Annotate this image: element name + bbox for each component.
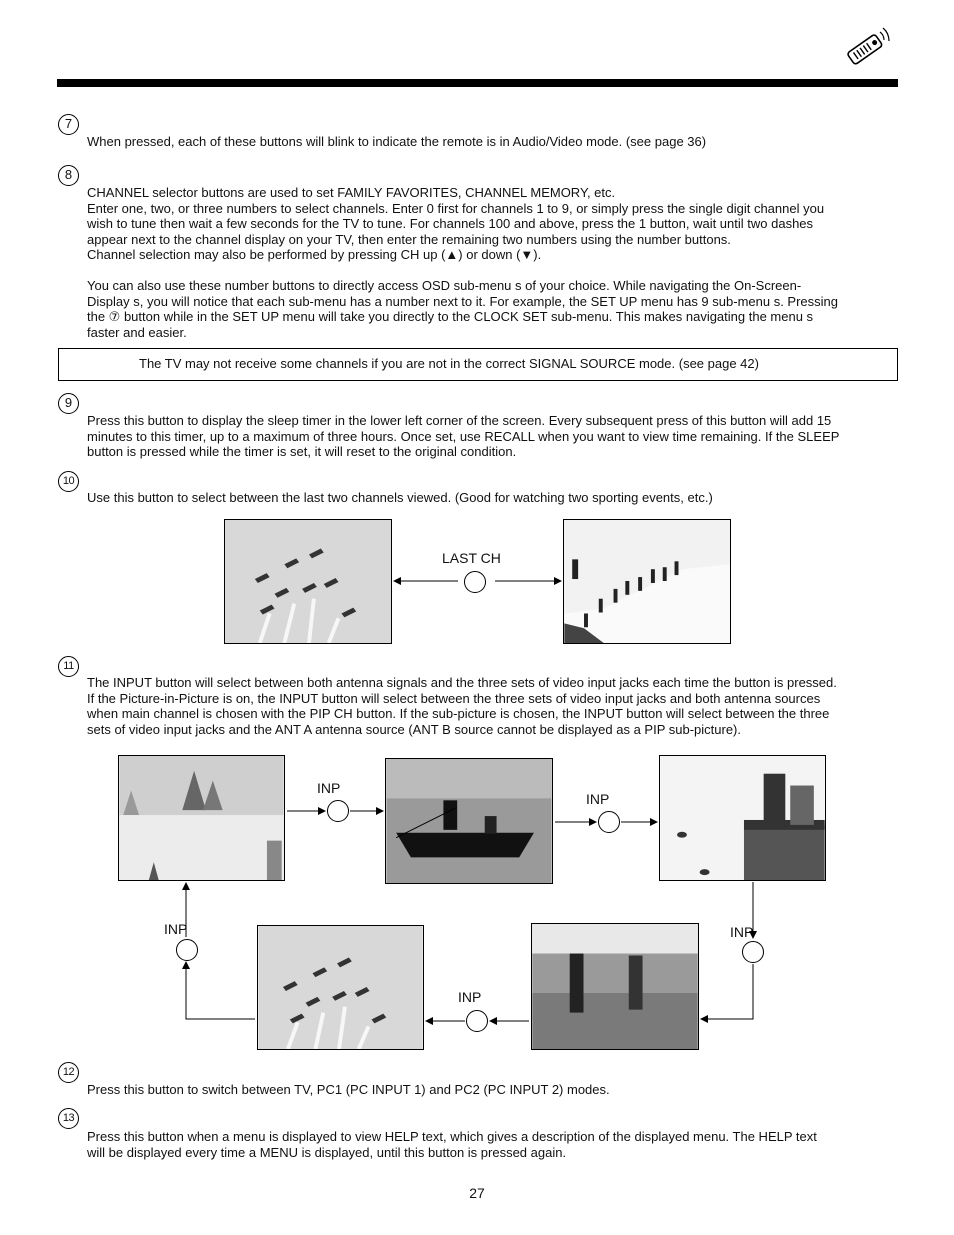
section-number-11: 11 — [58, 656, 79, 677]
text-line: When pressed, each of these buttons will blink to indicate the remote is in Audio/Video mode. (see page 36) — [87, 134, 707, 149]
text-line: You can also use these number buttons to directly access OSD sub-menu s of your choice. While navigating the On-Screen- — [87, 278, 802, 293]
text-line: the ⑦ button while in the SET UP menu will take you directly to the CLOCK SET sub-menu. This makes navigating the menu s — [87, 309, 814, 324]
inp-label: INP — [164, 921, 188, 937]
section-13-text — [87, 1129, 895, 1160]
section-number-13: 13 — [58, 1108, 79, 1129]
section-number-9: 9 — [58, 393, 79, 414]
text-line: Channel selection may also be performed by pressing CH up (▲) or down (▼). — [87, 247, 542, 262]
page-number: 27 — [469, 1185, 485, 1201]
text-line: appear next to the channel display on your TV, then enter the remaining two numbers using the number buttons. — [87, 231, 731, 247]
section-number-8: 8 — [58, 165, 79, 186]
signal-source-note: The TV may not receive some channels if you are not in the correct SIGNAL SOURCE mode. (see page 42) — [58, 348, 898, 381]
text-line: Display s, you will notice that each sub-menu has a number next to it. For example, the SET UP menu has 9 sub-menu s. Pressing — [87, 293, 838, 309]
text-line: Press this button to switch between TV, PC1 (PC INPUT 1) and PC2 (PC INPUT 2) modes. — [87, 1082, 610, 1097]
section-number-7: 7 — [58, 114, 79, 135]
text-line: will be displayed every time a MENU is displayed, until this button is pressed again. — [87, 1144, 567, 1160]
text-line: Enter one, two, or three numbers to select channels. Enter 0 first for channels 1 to 9, or simply press the single digit channel you — [87, 200, 825, 216]
text-line: sets of video input jacks and the ANT A antenna source (ANT B source cannot be displayed as a PIP sub-picture). — [87, 721, 741, 737]
last-ch-label: LAST CH — [442, 550, 501, 566]
section-number-12: 12 — [58, 1062, 79, 1083]
text-line: button is pressed while the timer is set, it will reset to the original condition. — [87, 444, 517, 459]
text-line: Press this button to display the sleep timer in the lower left corner of the screen. Every subsequent press of this button will add 15 — [87, 413, 832, 428]
inp-label: INP — [458, 989, 482, 1005]
text-line: minutes to this timer, up to a maximum of three hours. Once set, use RECALL when you want to view time remaining. If the SLEEP — [87, 428, 840, 444]
text-line: wish to tune then wait a few seconds for the TV to tune. For channels 100 and above, press the 1 button, wait until two dashes — [87, 216, 814, 231]
text-line: If the Picture-in-Picture is on, the INPUT button will select between the three sets of video input jacks and both antenna sources — [87, 690, 821, 706]
inp-label: INP — [730, 924, 754, 940]
section-12-text — [87, 1082, 895, 1098]
section-number-10: 10 — [58, 471, 79, 492]
text-line: faster and easier. — [87, 324, 187, 340]
inp-label: INP — [586, 791, 610, 807]
text-line: when main channel is chosen with the PIP CH button. If the sub-picture is chosen, the INPUT button will select between the three — [87, 706, 830, 721]
text-line: CHANNEL selector buttons are used to set FAMILY FAVORITES, CHANNEL MEMORY, etc. — [87, 185, 616, 200]
inp-label: INP — [317, 780, 341, 796]
text-line: Press this button when a menu is displayed to view HELP text, which gives a description of the displayed menu. The HELP text — [87, 1129, 817, 1144]
text-line: Use this button to select between the last two channels viewed. (Good for watching two sporting events, etc.) — [87, 490, 713, 505]
text-line: The INPUT button will select between both antenna signals and the three sets of video input jacks each time the button is pressed. — [87, 675, 837, 690]
